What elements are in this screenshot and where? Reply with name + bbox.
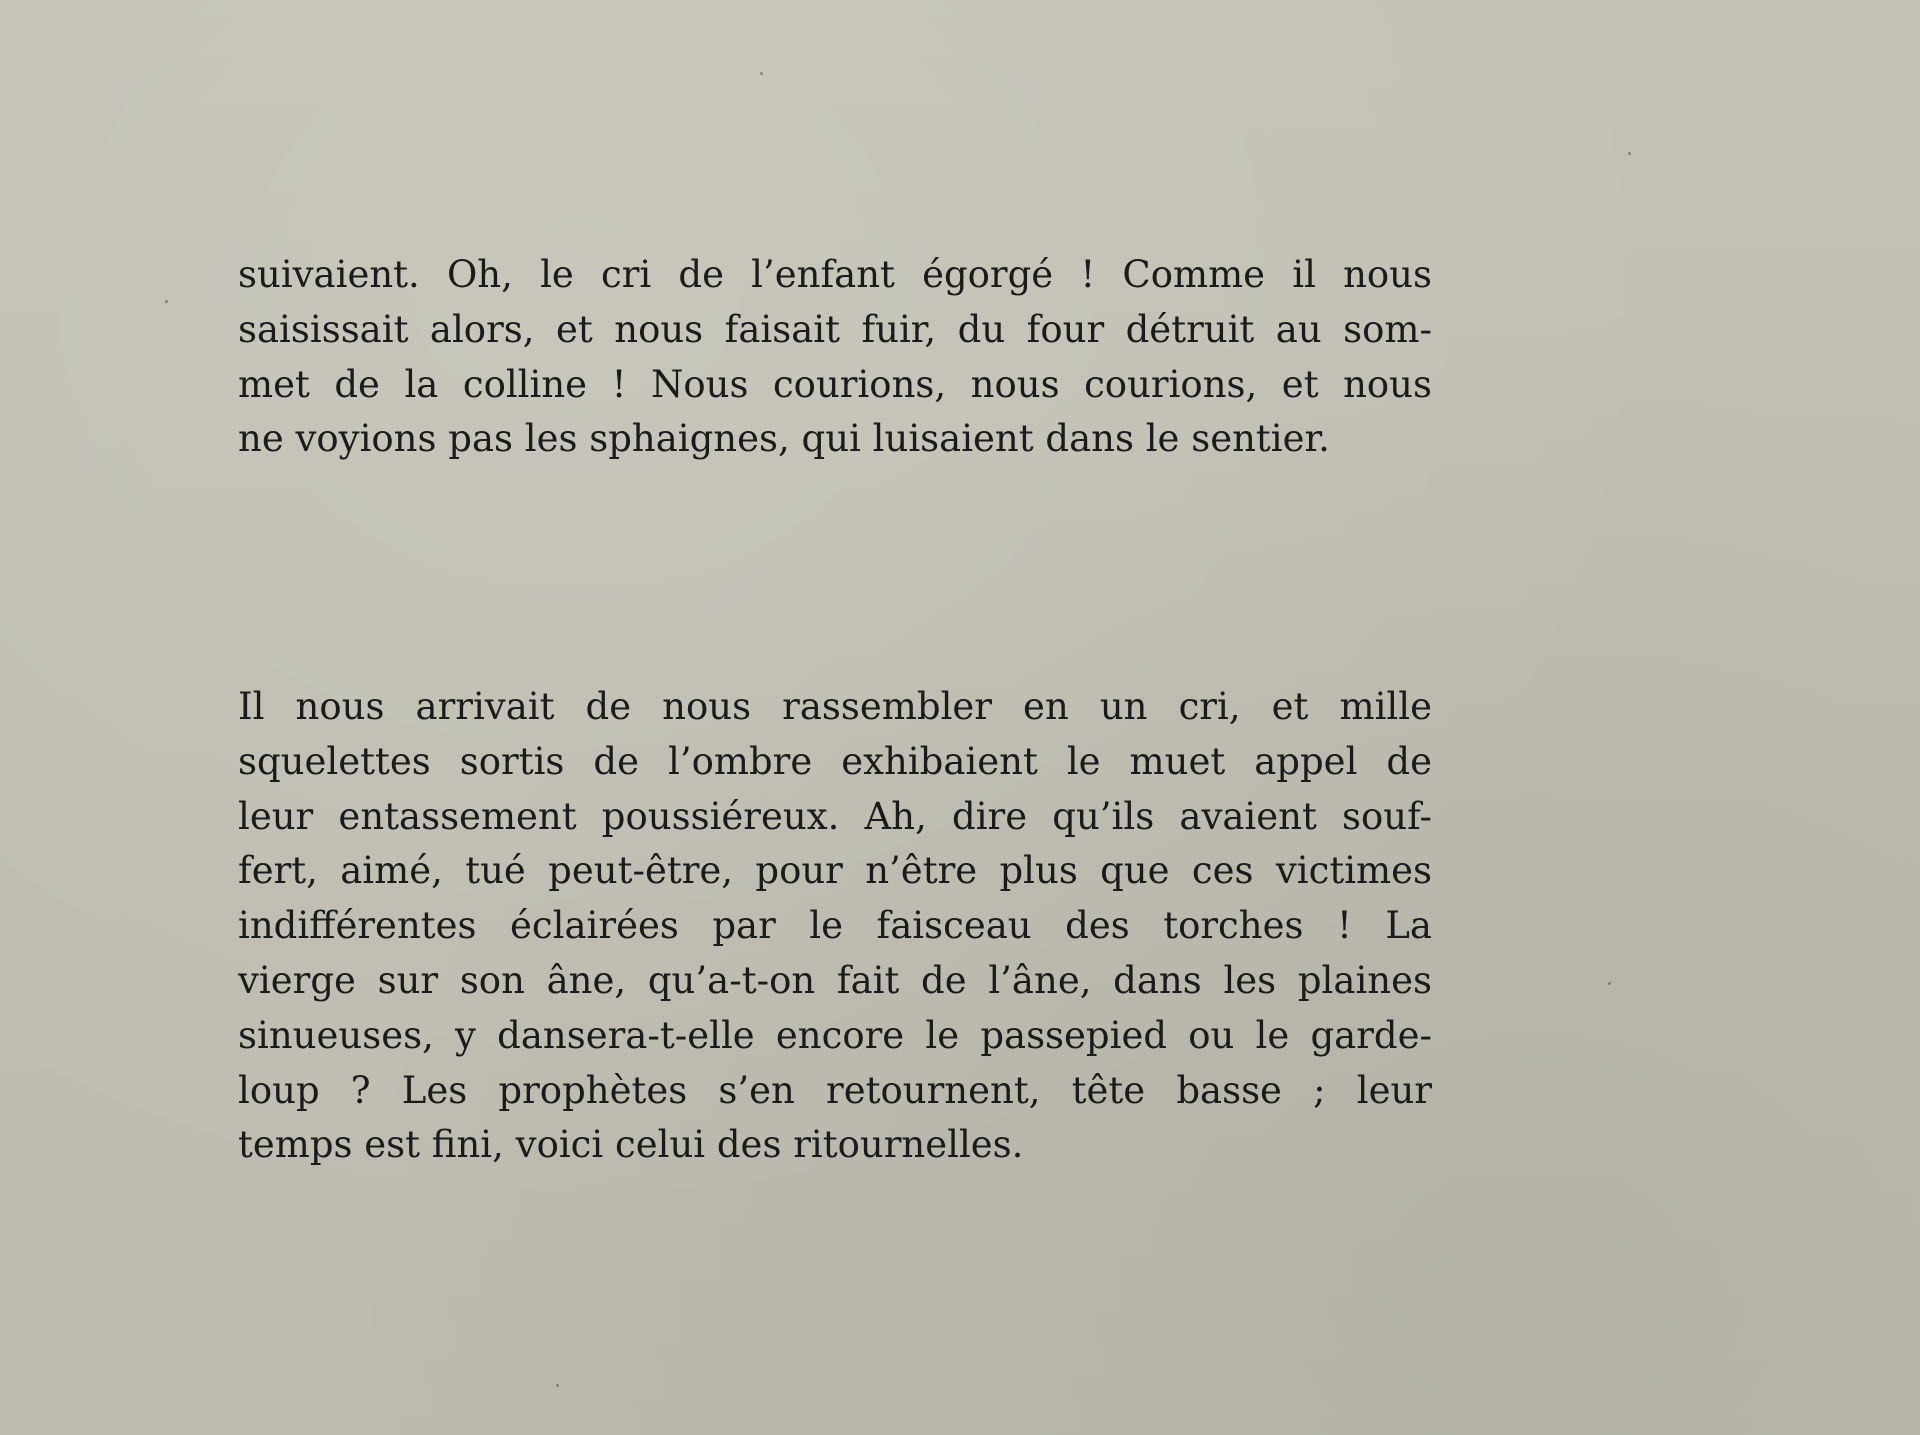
- paper-speck: [1628, 152, 1631, 155]
- text-line: ne voyions pas les sphaignes, qui luisaient dans le sentier.: [238, 417, 1330, 461]
- text-line: vierge sur son âne, qu’a-t-on fait de l’âne, dans les plaines: [238, 958, 1432, 1002]
- text-line: loup ? Les prophètes s’en retournent, tête basse ; leur: [238, 1068, 1432, 1112]
- text-line: fert, aimé, tué peut-être, pour n’être plus que ces victimes: [238, 849, 1432, 893]
- text-line: saisissait alors, et nous faisait fuir, du four détruit au som-: [238, 307, 1432, 351]
- text-line: Il nous arrivait de nous rassembler en un cri, et mille: [238, 685, 1432, 728]
- text-line: met de la colline ! Nous courions, nous courions, et nous: [238, 362, 1432, 406]
- paper-speck: [760, 72, 763, 75]
- paragraph-1: [238, 248, 1432, 467]
- text-line: leur entassement poussiéreux. Ah, dire qu’ils avaient souf-: [238, 794, 1432, 838]
- paragraph-2: [238, 680, 1432, 1173]
- text-line: suivaient. Oh, le cri de l’enfant égorgé ! Comme il nous: [238, 253, 1432, 296]
- text-line: indifférentes éclairées par le faisceau des torches ! La: [238, 904, 1432, 948]
- paper-speck: [1608, 982, 1611, 985]
- text-line: temps est fini, voici celui des ritournelles.: [238, 1123, 1024, 1167]
- text-line: sinueuses, y dansera-t-elle encore le passepied ou le garde-: [238, 1013, 1432, 1057]
- paper-speck: [165, 300, 168, 303]
- paper-speck: [556, 1384, 559, 1387]
- text-line: squelettes sortis de l’ombre exhibaient le muet appel de: [238, 739, 1432, 783]
